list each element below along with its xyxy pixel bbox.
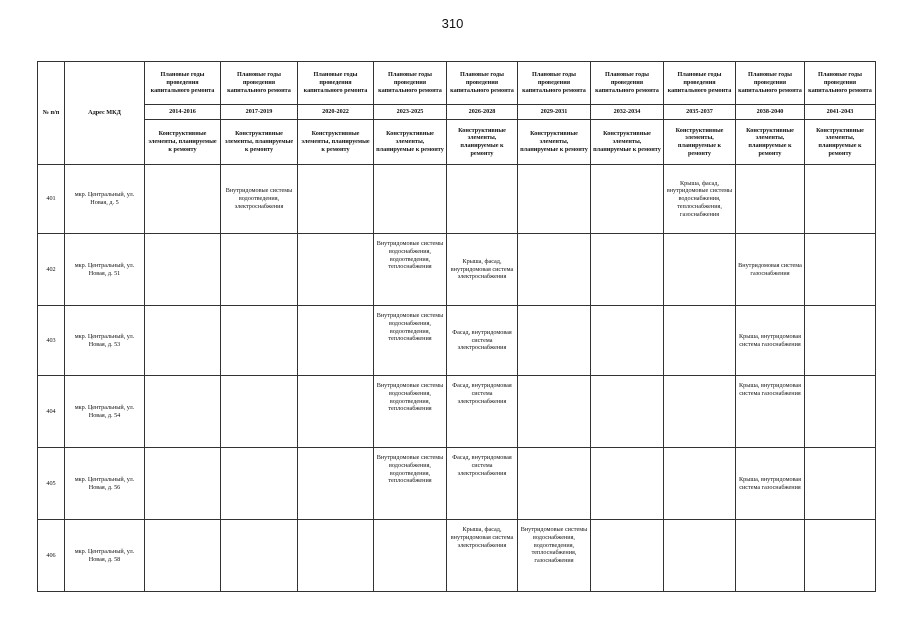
table-cell <box>805 306 876 376</box>
row-number: 405 <box>38 448 65 520</box>
table-cell: Крыша, фасад, внутридомовая система электроснабжения <box>447 234 518 306</box>
table-cell <box>664 306 736 376</box>
table-cell <box>145 376 221 448</box>
table-cell <box>591 234 664 306</box>
table-cell <box>145 234 221 306</box>
table-cell <box>298 376 374 448</box>
row-address: мкр. Центральный, ул. Новая, д. 56 <box>65 448 145 520</box>
header-period-label: Плановые годы проведения капитального ремонта <box>145 62 221 105</box>
table-cell <box>298 234 374 306</box>
table-row <box>38 520 876 592</box>
table-cell <box>298 448 374 520</box>
header-elements-label: Конструктивные элементы, планируемые к ремонту <box>736 120 805 165</box>
table-cell: Крыша, фасад, внутридомовая система электроснабжения <box>447 520 518 592</box>
header-elements-label: Конструктивные элементы, планируемые к ремонту <box>447 120 518 165</box>
header-num: № п/п <box>38 62 65 165</box>
header-period-label: Плановые годы проведения капитального ремонта <box>736 62 805 105</box>
table-row <box>38 165 876 234</box>
row-address: мкр. Центральный, ул. Новая, д. 58 <box>65 520 145 592</box>
table-cell <box>736 520 805 592</box>
table-cell <box>591 376 664 448</box>
row-number: 406 <box>38 520 65 592</box>
table-cell <box>591 165 664 234</box>
table-cell <box>805 165 876 234</box>
header-years: 2038-2040 <box>736 105 805 120</box>
page-number: 310 <box>441 16 464 31</box>
table-cell <box>221 448 298 520</box>
header-row-periods <box>38 62 876 105</box>
header-years: 2029-2031 <box>518 105 591 120</box>
table-cell: Внутридомовые системы водоотведения, электроснабжения <box>221 165 298 234</box>
header-period-label: Плановые годы проведения капитального ремонта <box>298 62 374 105</box>
header-period-label: Плановые годы проведения капитального ремонта <box>221 62 298 105</box>
row-number: 401 <box>38 165 65 234</box>
table-cell <box>221 520 298 592</box>
table-cell <box>518 306 591 376</box>
table-row <box>38 376 876 448</box>
header-years: 2041-2043 <box>805 105 876 120</box>
table-cell <box>736 165 805 234</box>
table-cell: Внутридомовые системы водоснабжения, водоотведения, теплоснабжения <box>374 376 447 448</box>
table-cell: Внутридомовые системы водоснабжения, водоотведения, теплоснабжения <box>374 306 447 376</box>
table-cell: Фасад, внутридомовая система электроснабжения <box>447 376 518 448</box>
table-row <box>38 306 876 376</box>
table-cell: Крыша, внутридомовая система газоснабжения <box>736 448 805 520</box>
header-period-label: Плановые годы проведения капитального ремонта <box>591 62 664 105</box>
row-number: 404 <box>38 376 65 448</box>
table-cell: Крыша, фасад, внутридомовые системы водоснабжения, теплоснабжения, газоснабжения <box>664 165 736 234</box>
header-period-label: Плановые годы проведения капитального ремонта <box>374 62 447 105</box>
table-cell <box>298 306 374 376</box>
header-row-years <box>38 105 876 120</box>
table-cell <box>591 520 664 592</box>
header-years: 2017-2019 <box>221 105 298 120</box>
table-cell <box>518 165 591 234</box>
table-cell <box>145 520 221 592</box>
header-period-label: Плановые годы проведения капитального ремонта <box>805 62 876 105</box>
table-cell <box>591 448 664 520</box>
row-address: мкр. Центральный, ул. Новая, д. 54 <box>65 376 145 448</box>
table-cell <box>518 234 591 306</box>
table-cell <box>221 234 298 306</box>
table-cell <box>374 165 447 234</box>
table-cell <box>664 376 736 448</box>
table-cell: Внутридомовые системы водоснабжения, водоотведения, теплоснабжения, газоснабжения <box>518 520 591 592</box>
table-cell <box>221 306 298 376</box>
header-elements-label: Конструктивные элементы, планируемые к ремонту <box>298 120 374 165</box>
row-number: 403 <box>38 306 65 376</box>
table-cell <box>805 448 876 520</box>
header-period-label: Плановые годы проведения капитального ремонта <box>518 62 591 105</box>
header-row-elements <box>38 120 876 165</box>
table-cell <box>518 448 591 520</box>
table-cell: Фасад, внутридомовая система электроснабжения <box>447 448 518 520</box>
header-period-label: Плановые годы проведения капитального ремонта <box>664 62 736 105</box>
row-address: мкр. Центральный, ул. Новая, д. 53 <box>65 306 145 376</box>
header-years: 2032-2034 <box>591 105 664 120</box>
table-cell: Крыша, внутридомовая система газоснабжения <box>736 376 805 448</box>
table-cell <box>145 165 221 234</box>
table-cell <box>447 165 518 234</box>
table-cell <box>664 448 736 520</box>
table-row <box>38 448 876 520</box>
header-elements-label: Конструктивные элементы, планируемые к ремонту <box>664 120 736 165</box>
table-cell <box>591 306 664 376</box>
table-cell: Крыша, внутридомовая система газоснабжения <box>736 306 805 376</box>
table-cell <box>145 448 221 520</box>
table-cell <box>298 520 374 592</box>
header-elements-label: Конструктивные элементы, планируемые к ремонту <box>518 120 591 165</box>
header-elements-label: Конструктивные элементы, планируемые к ремонту <box>591 120 664 165</box>
table-cell: Внутридомовые системы водоснабжения, водоотведения, теплоснабжения <box>374 448 447 520</box>
header-elements-label: Конструктивные элементы, планируемые к ремонту <box>805 120 876 165</box>
table-cell <box>805 376 876 448</box>
header-years: 2020-2022 <box>298 105 374 120</box>
table-cell <box>805 234 876 306</box>
repair-plan-table <box>37 61 876 592</box>
table-cell <box>664 520 736 592</box>
header-years: 2026-2028 <box>447 105 518 120</box>
table-cell <box>145 306 221 376</box>
header-period-label: Плановые годы проведения капитального ремонта <box>447 62 518 105</box>
header-elements-label: Конструктивные элементы, планируемые к ремонту <box>374 120 447 165</box>
table-cell: Внутридомовая система газоснабжения <box>736 234 805 306</box>
row-address: мкр. Центральный, ул. Новая, д. 5 <box>65 165 145 234</box>
table-cell <box>298 165 374 234</box>
table-cell: Внутридомовые системы водоснабжения, водоотведения, теплоснабжения <box>374 234 447 306</box>
table-cell: Фасад, внутридомовая система электроснабжения <box>447 306 518 376</box>
table-row <box>38 234 876 306</box>
header-address: Адрес МКД <box>65 62 145 165</box>
table-cell <box>374 520 447 592</box>
table-cell <box>221 376 298 448</box>
header-years: 2014-2016 <box>145 105 221 120</box>
table-cell <box>805 520 876 592</box>
table-cell <box>664 234 736 306</box>
header-elements-label: Конструктивные элементы, планируемые к ремонту <box>221 120 298 165</box>
header-elements-label: Конструктивные элементы, планируемые к ремонту <box>145 120 221 165</box>
row-address: мкр. Центральный, ул. Новая, д. 51 <box>65 234 145 306</box>
table-cell <box>518 376 591 448</box>
row-number: 402 <box>38 234 65 306</box>
header-years: 2023-2025 <box>374 105 447 120</box>
header-years: 2035-2037 <box>664 105 736 120</box>
